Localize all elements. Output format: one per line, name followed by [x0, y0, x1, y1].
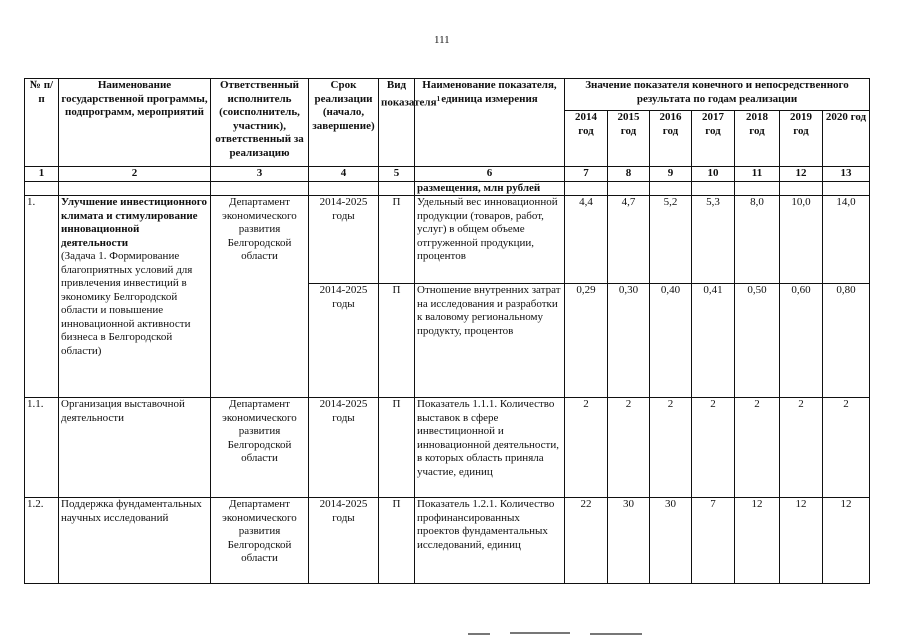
row-value: 2 [735, 398, 780, 498]
header-year: 2016 год [650, 111, 692, 167]
row-indicator: Удельный вес инновационной продукции (товаров, работ, услуг) в общем объеме отгруженной продукции, процентов [415, 196, 565, 284]
row-value: 4,4 [565, 196, 608, 284]
table-row [25, 196, 870, 284]
column-number: 10 [692, 167, 735, 182]
table-row [25, 498, 870, 584]
row-kind: П [379, 284, 415, 398]
row-term: 2014-2025 годы [309, 398, 379, 498]
row-name [59, 196, 211, 398]
row-value: 12 [823, 498, 870, 584]
row-term: 2014-2025 годы [309, 498, 379, 584]
header-year: 2019 год [780, 111, 823, 167]
scan-mark [468, 633, 490, 635]
row-value: 0,60 [780, 284, 823, 398]
row-value: 0,50 [735, 284, 780, 398]
row-value: 2 [823, 398, 870, 498]
header-year: 2020 год [823, 111, 870, 167]
row-value: 2 [780, 398, 823, 498]
row-name: Организация выставочной деятельности [59, 398, 211, 498]
row-name-bold: Улучшение инвестиционного климата и стимулирование инновационной деятельности [61, 196, 208, 249]
row-kind: П [379, 498, 415, 584]
column-number: 6 [415, 167, 565, 182]
header-kind-text: Вид показателя [381, 79, 437, 109]
header-num: № п/п [25, 79, 59, 167]
row-name: Поддержка фундаментальных научных исследований [59, 498, 211, 584]
row-value: 8,0 [735, 196, 780, 284]
scan-mark [590, 633, 642, 635]
row-kind: П [379, 398, 415, 498]
row-executor: Департамент экономического развития Белгородской области [211, 398, 309, 498]
column-number: 2 [59, 167, 211, 182]
header-year: 2017 год [692, 111, 735, 167]
row-value: 10,0 [780, 196, 823, 284]
program-table [24, 78, 870, 584]
header-values: Значение показателя конечного и непосредственного результата по годам реализации [565, 79, 870, 111]
continuation-text: размещения, млн рублей [415, 181, 565, 196]
column-number: 8 [608, 167, 650, 182]
row-value: 14,0 [823, 196, 870, 284]
header-year: 2015 год [608, 111, 650, 167]
header-kind [379, 79, 441, 167]
row-value: 4,7 [608, 196, 650, 284]
row-executor: Департамент экономического развития Белгородской области [211, 498, 309, 584]
row-value: 2 [692, 398, 735, 498]
column-numbers-row [25, 167, 870, 182]
column-number: 11 [735, 167, 780, 182]
page-number: 111 [434, 34, 450, 46]
row-value: 2 [608, 398, 650, 498]
row-value: 2 [565, 398, 608, 498]
row-term: 2014-2025 годы [309, 284, 379, 398]
row-value: 0,80 [823, 284, 870, 398]
row-num: 1.2. [25, 498, 59, 584]
header-executor: Ответственный исполнитель (соисполнитель, участник), ответственный за реализацию [211, 79, 309, 167]
row-indicator: Показатель 1.2.1. Количество профинансированных проектов фундаментальных исследований, единиц [415, 498, 565, 584]
header-indicator: Наименование показателя, единица измерения [415, 79, 565, 167]
row-num: 1. [25, 196, 59, 398]
column-number: 13 [823, 167, 870, 182]
row-name-task: (Задача 1. Формирование благоприятных условий для привлечения инвестиций в экономику Белгородской области и повышение инновационной активности бизнеса в Белгородской области) [61, 250, 193, 357]
row-value: 0,30 [608, 284, 650, 398]
table-row [25, 398, 870, 498]
header-name: Наименование государственной программы, подпрограмм, мероприятий [59, 79, 211, 167]
row-value: 12 [780, 498, 823, 584]
row-kind: П [379, 196, 415, 284]
scan-mark [510, 632, 570, 634]
row-value: 5,2 [650, 196, 692, 284]
column-number: 5 [379, 167, 415, 182]
column-number: 1 [25, 167, 59, 182]
row-value: 0,29 [565, 284, 608, 398]
header-year: 2014 год [565, 111, 608, 167]
header-kind-footnote: 1 [436, 94, 441, 103]
column-number: 12 [780, 167, 823, 182]
row-value: 2 [650, 398, 692, 498]
column-number: 7 [565, 167, 608, 182]
row-value: 5,3 [692, 196, 735, 284]
row-indicator: Отношение внутренних затрат на исследования и разработки к валовому региональному продукту, процентов [415, 284, 565, 398]
column-number: 4 [309, 167, 379, 182]
row-indicator: Показатель 1.1.1. Количество выставок в сфере инвестиционной и инновационной деятельности, в которых область приняла участие, единиц [415, 398, 565, 498]
row-value: 22 [565, 498, 608, 584]
row-executor: Департамент экономического развития Белгородской области [211, 196, 309, 398]
row-term: 2014-2025 годы [309, 196, 379, 284]
row-value: 30 [608, 498, 650, 584]
row-value: 0,41 [692, 284, 735, 398]
row-value: 0,40 [650, 284, 692, 398]
row-num: 1.1. [25, 398, 59, 498]
row-value: 7 [692, 498, 735, 584]
header-year: 2018 год [735, 111, 780, 167]
column-number: 9 [650, 167, 692, 182]
header-term: Срок реализации (начало, завершение) [309, 79, 379, 167]
header-row-1 [25, 79, 870, 111]
row-value: 12 [735, 498, 780, 584]
row-value: 30 [650, 498, 692, 584]
column-number: 3 [211, 167, 309, 182]
continuation-row [25, 181, 870, 196]
